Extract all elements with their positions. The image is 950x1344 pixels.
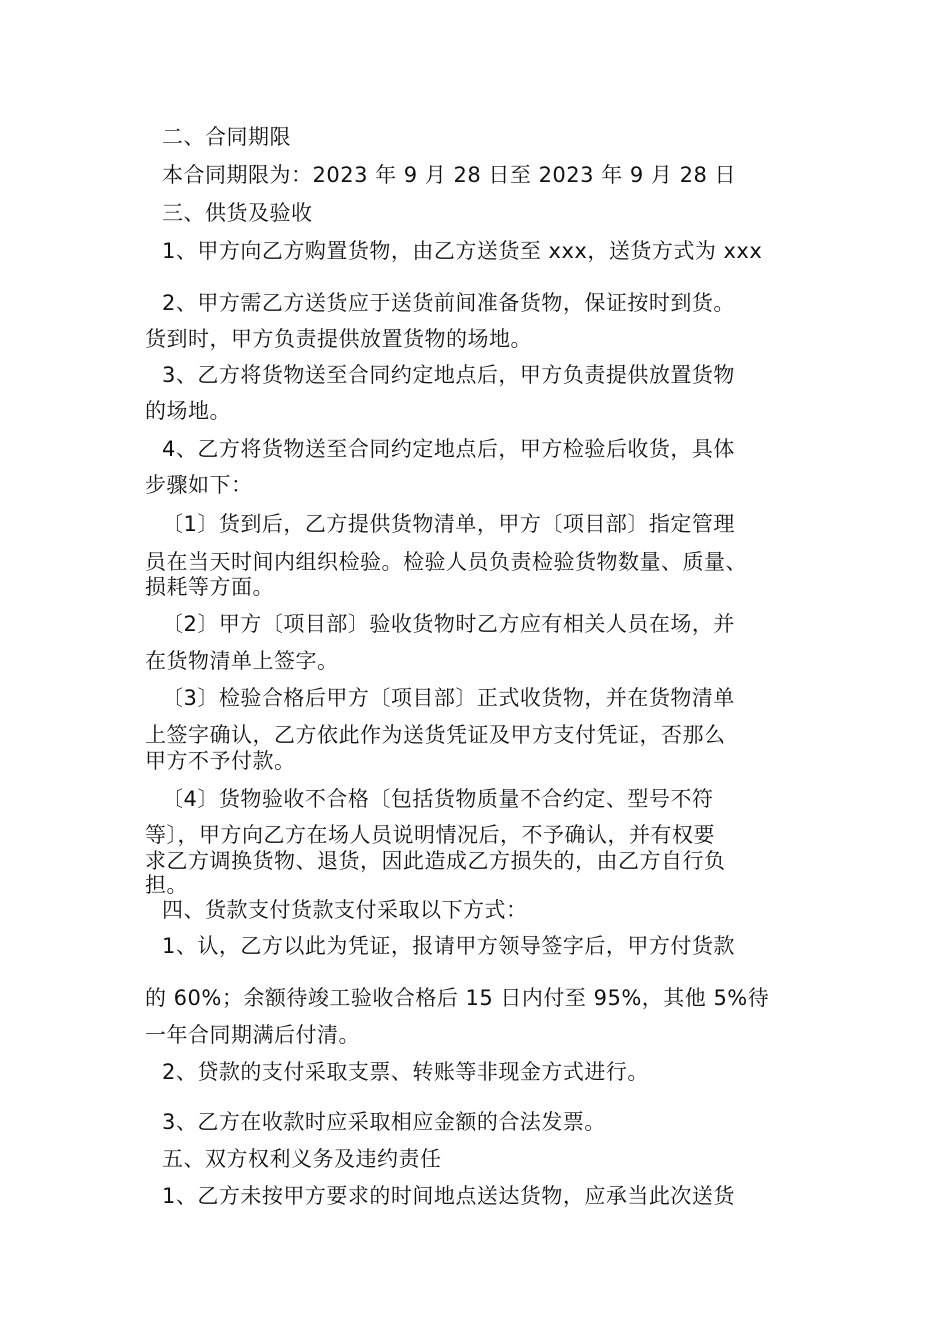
section-heading-payment: 四、货款支付货款支付采取以下方式：	[162, 898, 528, 922]
paragraph-line: 2、甲方需乙方送货应于送货前间准备货物，保证按时到货。	[162, 291, 735, 315]
paragraph-line: 的 60%；余额待竣工验收合格后 15 日内付至 95%，其他 5%待	[145, 986, 770, 1010]
paragraph-line: 2、贷款的支付采取支票、转账等非现金方式进行。	[162, 1060, 649, 1084]
paragraph-line: 步骤如下：	[145, 473, 253, 497]
paragraph-line: 1、甲方向乙方购置货物，由乙方送货至 xxx，送货方式为 xxx	[162, 239, 763, 263]
paragraph-line: 等〕，甲方向乙方在场人员说明情况后，不予确认，并有权要	[145, 823, 715, 847]
paragraph-line: 4、乙方将货物送至合同约定地点后，甲方检验后收货，具体	[162, 437, 735, 461]
paragraph-line: 一年合同期满后付清。	[145, 1023, 360, 1047]
paragraph-line: 甲方不予付款。	[145, 749, 296, 773]
section-heading-rights-obligations: 五、双方权利义务及违约责任	[162, 1147, 442, 1171]
paragraph-line: 3、乙方将货物送至合同约定地点后，甲方负责提供放置货物	[162, 363, 735, 387]
paragraph-line: 〔4〕货物验收不合格〔包括货物质量不合约定、型号不符	[162, 787, 714, 811]
section-heading-contract-term: 二、合同期限	[162, 125, 291, 149]
paragraph-line: 上签字确认，乙方依此作为送货凭证及甲方支付凭证，否那么	[145, 723, 726, 747]
paragraph-line: 本合同期限为：2023 年 9 月 28 日至 2023 年 9 月 28 日	[162, 163, 736, 187]
paragraph-line: 担。	[145, 873, 188, 897]
paragraph-line: 员在当天时间内组织检验。检验人员负责检验货物数量、质量、	[145, 550, 747, 574]
paragraph-line: 的场地。	[145, 399, 231, 423]
section-heading-supply-acceptance: 三、供货及验收	[162, 201, 313, 225]
paragraph-line: 1、乙方未按甲方要求的时间地点送达货物，应承当此次送货	[162, 1184, 735, 1208]
paragraph-line: 求乙方调换货物、退货，因此造成乙方损失的，由乙方自行负	[145, 849, 726, 873]
paragraph-line: 损耗等方面。	[145, 575, 274, 599]
paragraph-line: 在货物清单上签字。	[145, 649, 339, 673]
paragraph-line: 〔2〕甲方〔项目部〕验收货物时乙方应有相关人员在场，并	[162, 612, 735, 636]
paragraph-line: 1、认，乙方以此为凭证，报请甲方领导签字后，甲方付货款	[162, 934, 735, 958]
paragraph-line: 〔1〕货到后，乙方提供货物清单，甲方〔项目部〕指定管理	[162, 512, 735, 536]
paragraph-line: 〔3〕检验合格后甲方〔项目部〕正式收货物，并在货物清单	[162, 686, 735, 710]
paragraph-line: 货到时，甲方负责提供放置货物的场地。	[145, 327, 532, 351]
paragraph-line: 3、乙方在收款时应采取相应金额的合法发票。	[162, 1110, 606, 1134]
